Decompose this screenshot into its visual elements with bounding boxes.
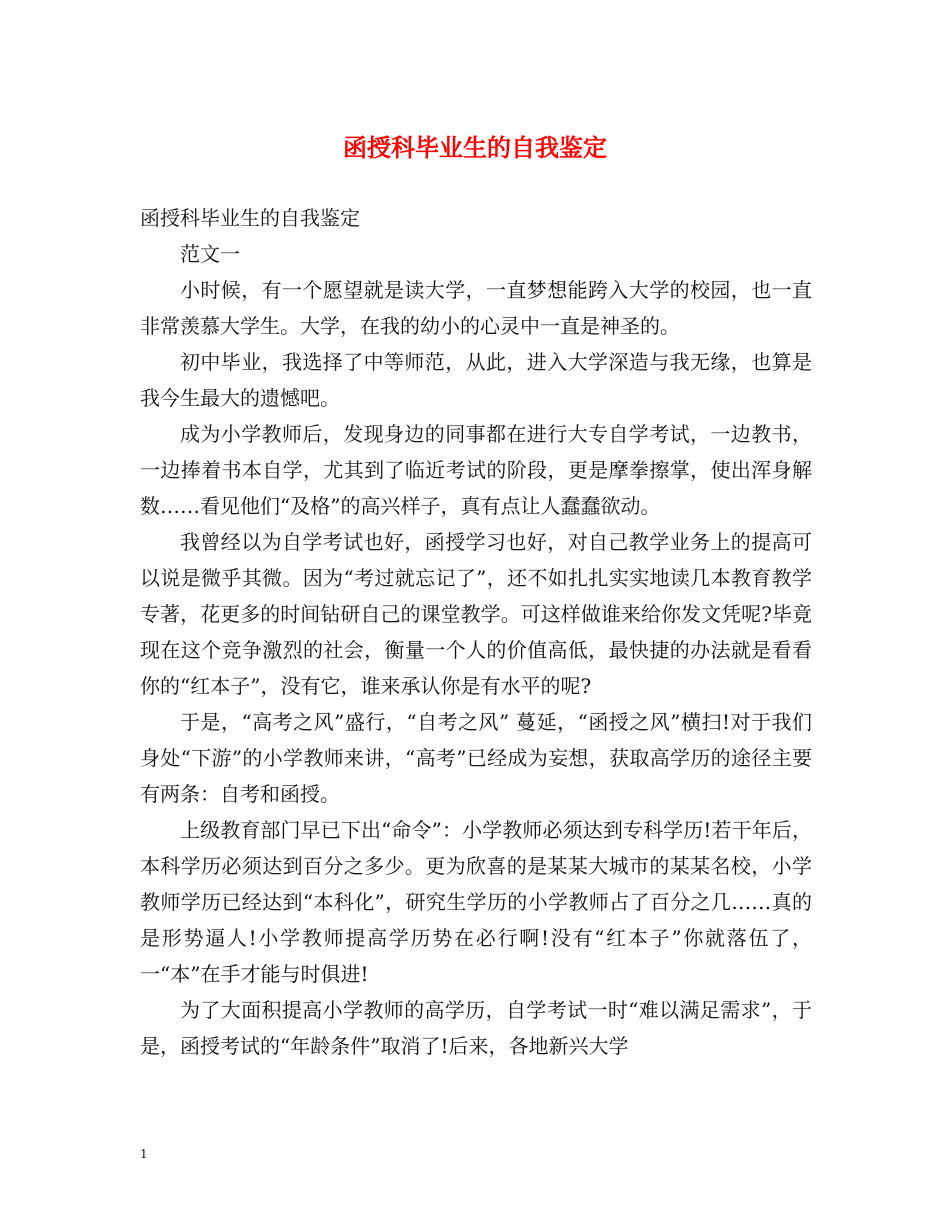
- document-heading: 函授科毕业生的自我鉴定: [140, 206, 360, 230]
- paragraph: 成为小学教师后，发现身边的同事都在进行大专自学考试，一边教书，一边捧着书本自学，尤其到了临近考试的阶段，更是摩拳擦掌，使出浑身解数……看见他们“及格”的高兴样子，真有点让人蠢蠢欲动。: [140, 422, 812, 518]
- paragraph: 上级教育部门早已下出“命令”：小学教师必须达到专科学历!若干年后，本科学历必须达到百分之多少。更为欣喜的是某某大城市的某某名校，小学教师学历已经达到“本科化”，研究生学历的小学教师占了百分之几……真的是形势逼人!小学教师提高学历势在必行啊!没有“红本子”你就落伍了，一“本”在手才能与时俱进!: [140, 818, 812, 986]
- page-number: 1: [140, 1147, 148, 1161]
- section-label: 范文一: [180, 242, 240, 266]
- paragraph: 初中毕业，我选择了中等师范，从此，进入大学深造与我无缘，也算是我今生最大的遗憾吧。: [140, 350, 812, 410]
- document-title: 函授科毕业生的自我鉴定: [343, 133, 607, 162]
- paragraph: 为了大面积提高小学教师的高学历，自学考试一时“难以满足需求”，于是，函授考试的“年龄条件”取消了!后来，各地新兴大学: [140, 998, 812, 1058]
- paragraph: 我曾经以为自学考试也好，函授学习也好，对自己教学业务上的提高可以说是微乎其微。因为“考过就忘记了”，还不如扎扎实实地读几本教育教学专著，花更多的时间钻研自己的课堂教学。可这样做谁来给你发文凭呢?毕竟现在这个竞争激烈的社会，衡量一个人的价值高低，最快捷的办法就是看看你的“红本子”，没有它，谁来承认你是有水平的呢?: [140, 530, 812, 698]
- paragraph: 于是，“高考之风”盛行，“自考之风” 蔓延，“函授之风”横扫!对于我们身处“下游”的小学教师来讲，“高考”已经成为妄想，获取高学历的途径主要有两条：自考和函授。: [140, 710, 812, 806]
- document-body: [140, 200, 812, 1064]
- paragraph: 小时候，有一个愿望就是读大学，一直梦想能跨入大学的校园，也一直非常羡慕大学生。大学，在我的幼小的心灵中一直是神圣的。: [140, 278, 812, 338]
